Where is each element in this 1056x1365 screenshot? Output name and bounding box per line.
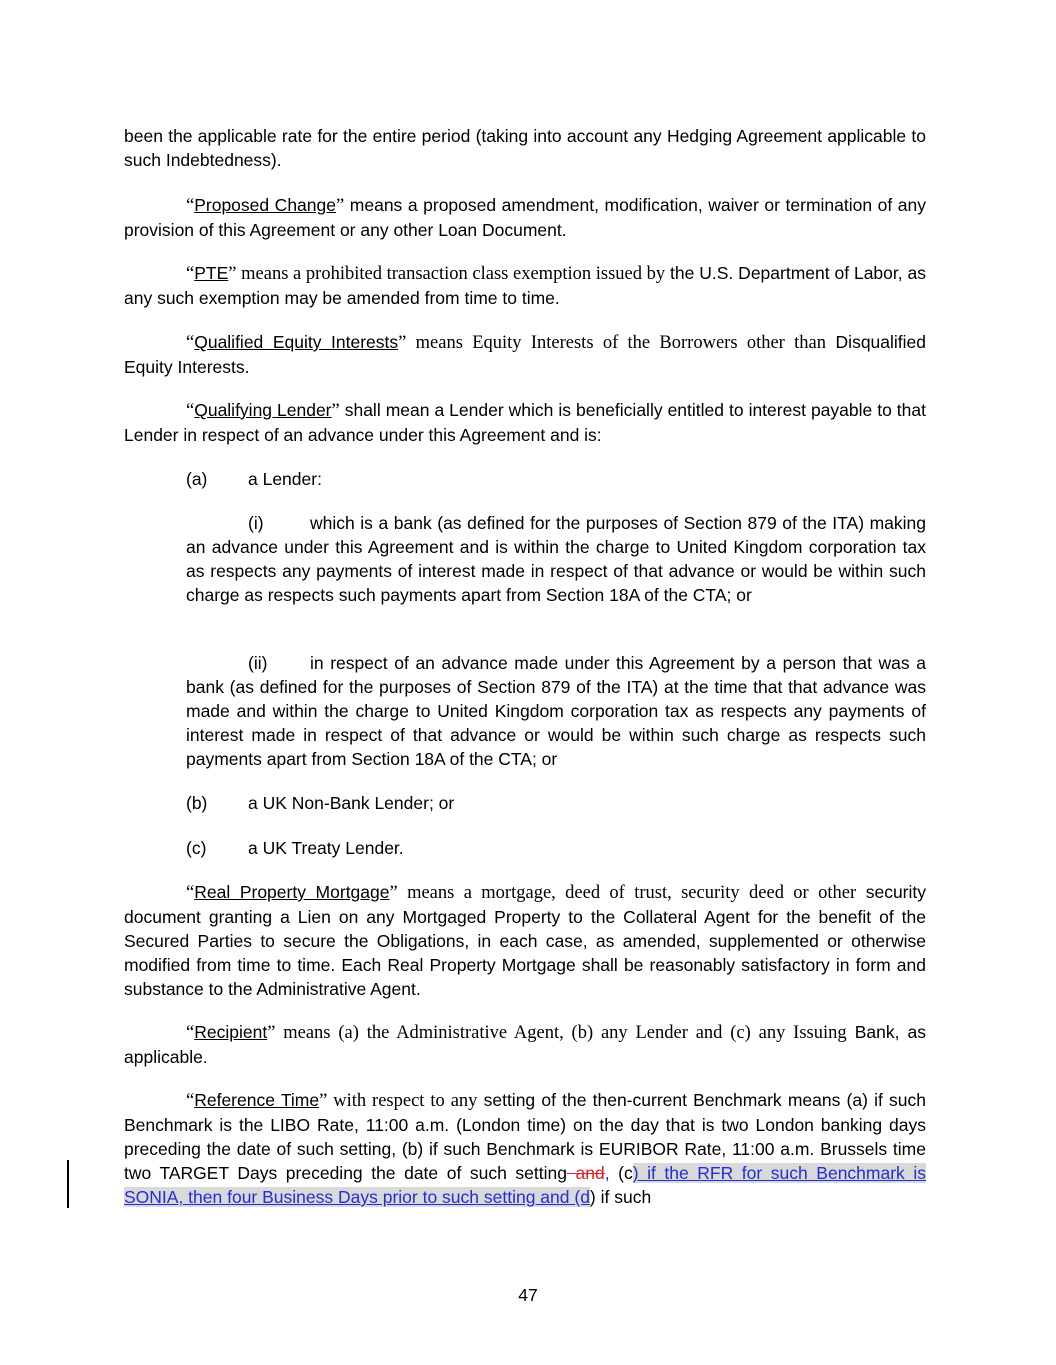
definition-proposed-change xyxy=(124,193,926,242)
list-text: a UK Non-Bank Lender; or xyxy=(248,793,455,813)
definition-text: Disqualified Equity Interests. xyxy=(124,332,927,377)
list-text: a UK Treaty Lender. xyxy=(248,838,404,858)
definition-qualifying-lender xyxy=(124,398,926,447)
tracked-insertion-comma: , xyxy=(604,1163,610,1183)
definition-reference-time xyxy=(124,1088,926,1209)
intro-paragraph xyxy=(124,124,926,172)
definition-text-serif: with respect to any xyxy=(327,1091,478,1111)
open-quote: “ xyxy=(186,1023,195,1043)
definition-text: shall mean a Lender which is beneficially entitled to interest payable to that Lender in respect of an advance under this Agreement and is: xyxy=(124,400,926,445)
list-label: (b) xyxy=(186,793,208,813)
definition-text: Bank, as applicable. xyxy=(124,1022,926,1067)
definition-qualified-equity-interests xyxy=(124,330,926,379)
close-quote: ” xyxy=(228,264,237,284)
defined-term: PTE xyxy=(194,263,229,283)
close-quote: ” xyxy=(389,883,398,903)
revision-change-bar xyxy=(67,1160,69,1208)
definition-text: setting of the then-current Benchmark means (a) if such Benchmark is the LIBO Rate, 11:00 a.m. (London time) on the day that is two London banking days preceding the date of such setting, (b) if such Benchmark is EURIBOR Rate, 11:00 a.m. Brussels time two TARGET Days preceding the date of such setting xyxy=(124,1090,926,1183)
close-quote: ” xyxy=(331,401,340,421)
close-quote: ” xyxy=(267,1023,276,1043)
definition-text-serif: means a mortgage, deed of trust, security deed or other xyxy=(397,883,857,903)
definition-text-serif: means a prohibited transaction class exemption issued by xyxy=(236,264,666,284)
list-item-ii xyxy=(186,651,926,771)
close-quote: ” xyxy=(336,196,345,216)
defined-term: Proposed Change xyxy=(194,195,336,215)
definition-pte xyxy=(124,261,926,310)
definition-real-property-mortgage xyxy=(124,880,926,1001)
defined-term: Qualifying Lender xyxy=(194,400,332,420)
definition-recipient xyxy=(124,1020,926,1069)
definition-text: security document granting a Lien on any Mortgaged Property to the Collateral Agent for the benefit of the Secured Parties to secure the Obligations, in each case, as amended, supplemented or otherwise modified from time to time. Each Real Property Mortgage shall be reasonably satisfactory in form and substance to the Administrative Agent. xyxy=(124,882,927,999)
definition-text: the U.S. Department of Labor, as any such exemption may be amended from time to time. xyxy=(124,263,926,308)
tracked-deletion: and xyxy=(566,1163,605,1183)
close-quote: ” xyxy=(319,1091,328,1111)
defined-term: Qualified Equity Interests xyxy=(194,332,399,352)
open-quote: “ xyxy=(186,883,195,903)
open-quote: “ xyxy=(186,401,195,421)
open-quote: “ xyxy=(186,196,195,216)
definition-text: ) if such xyxy=(589,1187,652,1207)
list-item-i xyxy=(186,511,926,607)
intro-text: been the applicable rate for the entire period (taking into account any Hedging Agreement applicable to such Indebtedness). xyxy=(124,126,926,170)
defined-term: Recipient xyxy=(194,1022,268,1042)
list-item-b xyxy=(186,791,926,815)
list-label: (ii) xyxy=(248,653,268,673)
list-item-a xyxy=(186,467,926,491)
list-text: which is a bank (as defined for the purposes of Section 879 of the ITA) making an advance under this Agreement and is within the charge to United Kingdom corporation tax as respects any payments of interest made in respect of that advance or would be within such charge as respects such payments apart from Section 18A of the CTA; or xyxy=(186,513,926,605)
list-label: (c) xyxy=(186,838,207,858)
list-text: in respect of an advance made under this Agreement by a person that was a bank (as defined for the purposes of Section 879 of the ITA) at the time that that advance was made and within the charge to United Kingdom corporation tax as respects any payments of interest made in respect of that advance or would be within such charge as respects such payments apart from Section 18A of the CTA; or xyxy=(186,653,926,769)
definition-text-serif: means Equity Interests of the Borrowers other than xyxy=(406,333,826,353)
defined-term: Real Property Mortgage xyxy=(194,882,390,902)
tracked-insertion: ) if the RFR for such Benchmark is SONIA, then four Business Days prior to such setting and (d xyxy=(124,1163,926,1207)
definition-text-serif: means (a) the Administrative Agent, (b) any Lender and (c) any Issuing xyxy=(275,1023,847,1043)
list-text: a Lender: xyxy=(248,469,322,489)
open-quote: “ xyxy=(186,333,195,353)
definition-text: (c xyxy=(609,1163,633,1183)
list-label: (i) xyxy=(248,513,264,533)
close-quote: ” xyxy=(398,333,407,353)
list-label: (a) xyxy=(186,469,208,489)
page-number: 47 xyxy=(518,1285,538,1305)
open-quote: “ xyxy=(186,1091,195,1111)
definition-text: means a proposed amendment, modification, waiver or termination of any provision of this Agreement or any other Loan Document. xyxy=(124,195,926,240)
defined-term: Reference Time xyxy=(194,1090,320,1110)
open-quote: “ xyxy=(186,264,195,284)
list-item-c xyxy=(186,836,926,860)
